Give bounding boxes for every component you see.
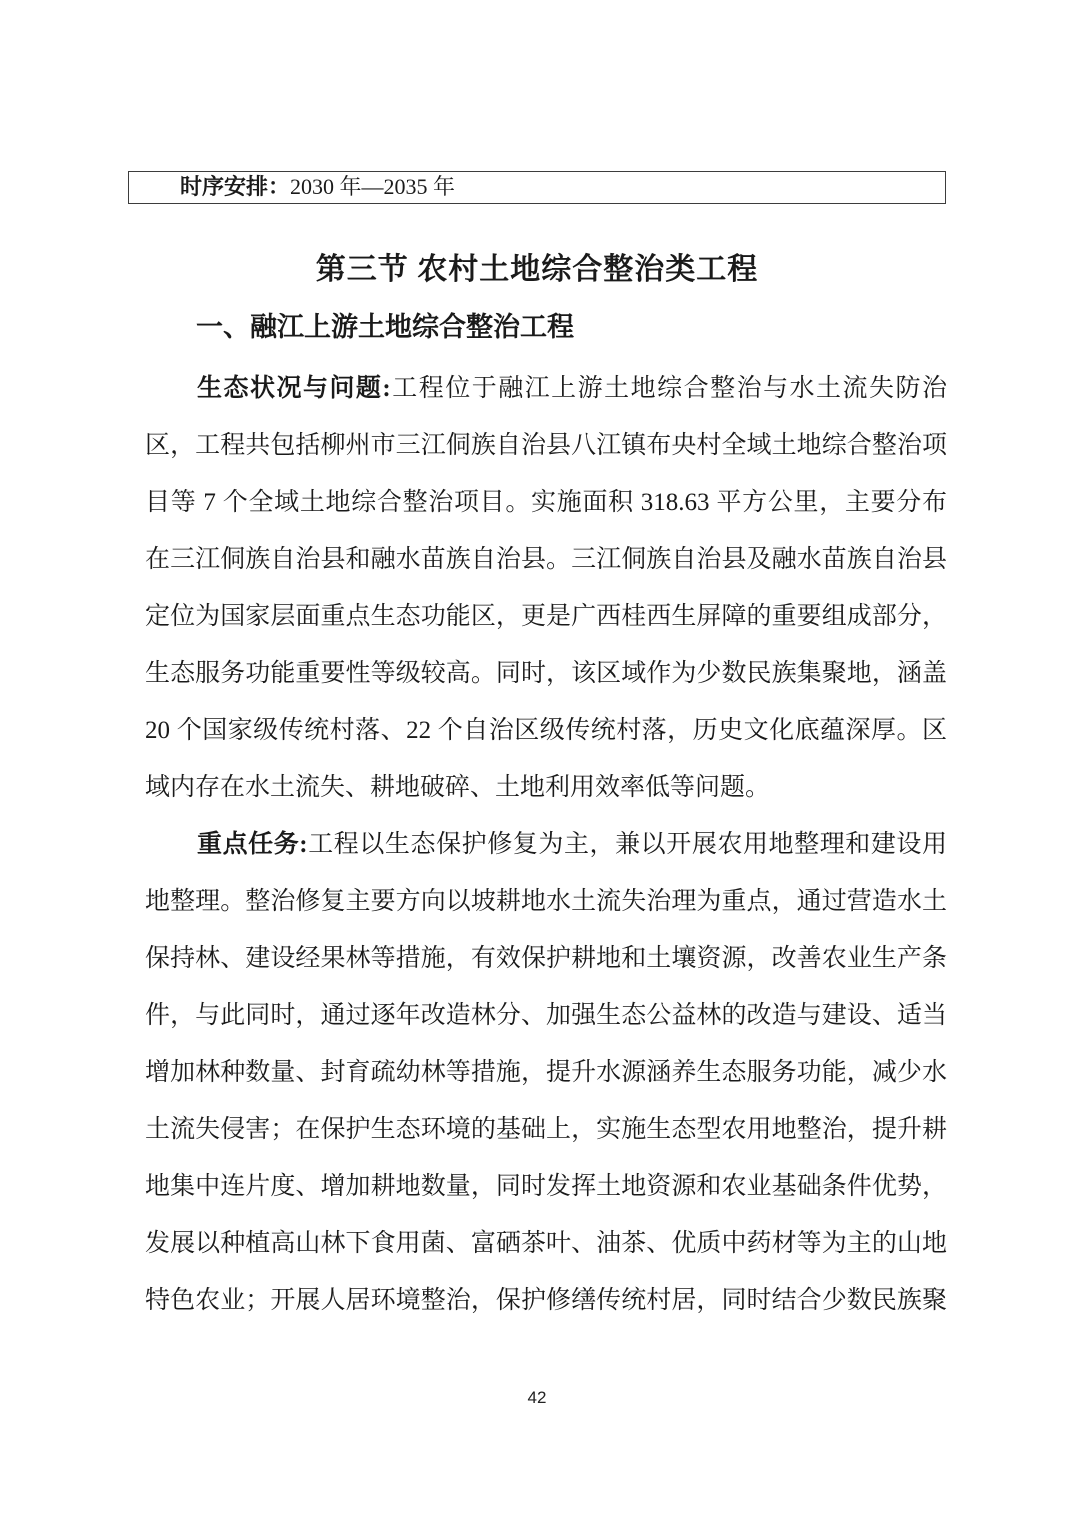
section-heading: 第三节 农村土地综合整治类工程: [315, 253, 759, 286]
paragraph-ecology-status: [145, 360, 947, 816]
paragraph-line: 目等 7 个全域土地综合整治项目。实施面积 318.63 平方公里，主要分布: [145, 489, 947, 516]
paragraph-line: 特色农业；开展人居环境整治，保护修缮传统村居，同时结合少数民族聚: [145, 1287, 947, 1314]
schedule-label: 时序安排：: [180, 174, 291, 199]
paragraph-line: 生态服务功能重要性等级较高。同时，该区域作为少数民族集聚地，涵盖: [145, 660, 947, 687]
subsection-heading: 一、融江上游土地综合整治工程: [196, 312, 574, 342]
paragraph-line: 20 个国家级传统村落、22 个自治区级传统村落，历史文化底蕴深厚。区: [145, 717, 947, 744]
paragraph-line: [145, 360, 947, 417]
body-text: [145, 360, 947, 1329]
paragraph-line: 土流失侵害；在保护生态环境的基础上，实施生态型农用地整治，提升耕: [145, 1116, 947, 1143]
paragraph-line: 域内存在水土流失、耕地破碎、土地利用效率低等问题。: [145, 774, 771, 801]
paragraph-key-tasks: [145, 816, 947, 1329]
paragraph-lead-rest: 工程以生态保护修复为主，兼以开展农用地整理和建设用: [307, 831, 947, 858]
paragraph-line: 增加林种数量、封育疏幼林等措施，提升水源涵养生态服务功能，减少水: [145, 1059, 947, 1086]
paragraph-line: 发展以种植高山林下食用菌、富硒茶叶、油茶、优质中药材等为主的山地: [145, 1230, 947, 1257]
paragraph-line: 区，工程共包括柳州市三江侗族自治县八江镇布央村全域土地综合整治项: [145, 432, 947, 459]
paragraph-line: 件，与此同时，通过逐年改造林分、加强生态公益林的改造与建设、适当: [145, 1002, 947, 1029]
paragraph-line: 地整理。整治修复主要方向以坡耕地水土流失治理为重点，通过营造水土: [145, 888, 947, 915]
paragraph-lead-rest: 工程位于融江上游土地综合整治与水土流失防治: [390, 375, 947, 402]
page-number: 42: [527, 1388, 547, 1407]
schedule-value: 2030 年—2035 年: [290, 174, 456, 199]
paragraph-line: 定位为国家层面重点生态功能区，更是广西桂西生屏障的重要组成部分，: [145, 603, 947, 630]
paragraph-line: 在三江侗族自治县和融水苗族自治县。三江侗族自治县及融水苗族自治县: [145, 546, 947, 573]
paragraph-lead: 生态状况与问题:: [197, 375, 391, 402]
schedule-box: [128, 171, 946, 204]
paragraph-lead: 重点任务:: [197, 831, 308, 858]
paragraph-line: 保持林、建设经果林等措施，有效保护耕地和土壤资源，改善农业生产条: [145, 945, 947, 972]
paragraph-line: [145, 816, 947, 873]
paragraph-line: 地集中连片度、增加耕地数量，同时发挥土地资源和农业基础条件优势，: [145, 1173, 947, 1200]
